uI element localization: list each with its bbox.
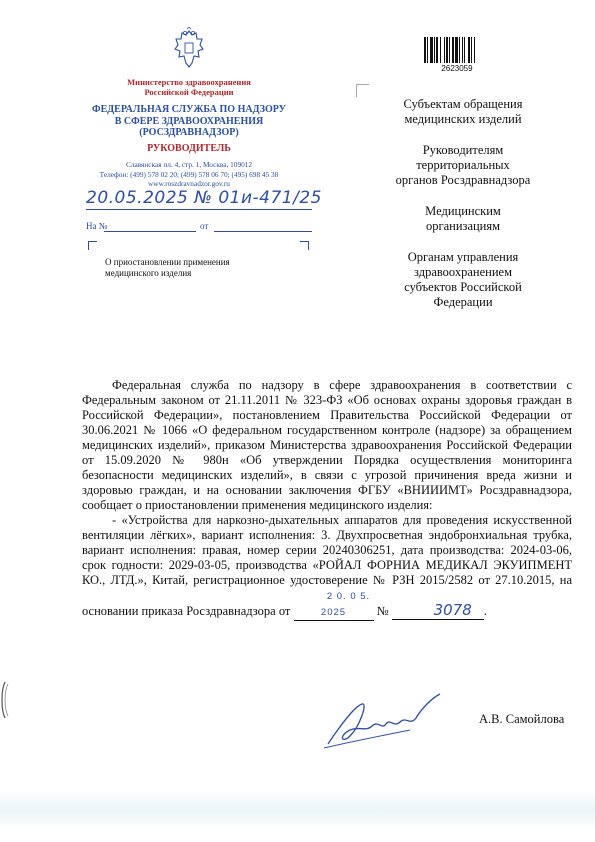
address: Славянская пл. 4, стр. 1, Москва, 109012 [125, 160, 253, 169]
ministry-name [60, 77, 318, 97]
subject-line1: О приостановлении применения [105, 257, 230, 267]
signature-icon [320, 686, 450, 756]
contact-block [60, 160, 318, 189]
scan-stripe [0, 790, 595, 830]
order-date: 2 0. 0 5. 2025 [320, 591, 371, 618]
barcode-bar [446, 37, 448, 63]
order-date-field [294, 588, 374, 621]
subject-bracket-left [88, 241, 97, 250]
body-paragraph-1: Федеральная служба по надзору в сфере здравоохранения в соответствии с Федеральным законом от 21.11.2011 № 323-ФЗ «Об основах охраны здоровья граждан в Российской Федерации», постановлением Правительства Российской Федерации от 30.06.2021 № 1066 «О федеральном государственном контроле (надзоре) за обращением медицинских изделий», приказом Министерства здравоохранения Российской Федерации от 15.09.2020 № 980н «Об утверждении Порядка осуществления мониторинга безопасности медицинских изделий», в связи с угрозой причинения вреда жизни и здоровью граждан, и на основании заключения ФГБУ «ВНИИИМТ» Росздравнадзора, сообщает о приостановлении применения медицинского изделия: [82, 378, 572, 512]
addressee [388, 204, 538, 234]
reply-to-label: На № [86, 221, 108, 231]
punch-hole-mark-icon [0, 680, 10, 720]
order-number: 3078 [433, 601, 472, 619]
subject [105, 257, 305, 279]
ministry-line1: Министерство здравоохранения [127, 77, 251, 87]
barcode-bar [430, 37, 433, 63]
addressee-line: медицинских изделий [404, 112, 522, 126]
head-title: РУКОВОДИТЕЛЬ [147, 143, 231, 154]
addressee [388, 97, 538, 127]
order-number-label: № [376, 604, 389, 618]
addressees-block [388, 97, 538, 326]
ministry-line2: Российской Федерации [144, 87, 234, 97]
addressee [388, 250, 538, 310]
addressee-line: Руководителям [422, 143, 504, 157]
barcode-number: 2623059 [441, 64, 473, 73]
barcode-bar [427, 37, 428, 63]
end-period: . [483, 604, 487, 618]
subject-bracket-right [300, 241, 309, 250]
addressee-line: Федерации [433, 295, 493, 309]
barcode-bar [444, 37, 445, 63]
barcode-bar [459, 37, 460, 63]
addressee [388, 143, 538, 188]
service-line2: В СФЕРЕ ЗДРАВООХРАНЕНИЯ [114, 115, 264, 127]
phones: Телефон: (499) 578 02 20; (499) 578 06 70; (495) 698 45 38 [99, 169, 279, 179]
addressee-line: организациям [425, 219, 501, 233]
barcode-bar [462, 37, 463, 63]
website: www.roszdravnadzor.gov.ru [148, 179, 230, 189]
reply-from-line [214, 231, 312, 232]
barcode-bar [452, 37, 454, 63]
addressee-line: Органам управления [407, 250, 519, 264]
barcode-bar [449, 37, 450, 63]
device-description: - «Устройства для наркозно-дыхательных аппаратов для проведения искусственной вентиляции лёгких», вариант исполнения: 3. Двухпросветная эндобронхиальная трубка, вариант исполнения: правая, номер серии 20240306251, дата производства: 2024-03-06, срок годности: 2029-03-05, производства «РОЙАЛ ФОРНИА МЕДИКАЛ ЭКУИПМЕНТ КО., ЛТД.», Китай, регистрационное удостоверение № РЗН 2015/2582 от 27.10.2015, на основании приказа Росздравнадзора от [82, 513, 572, 618]
russian-eagle-emblem-icon [172, 27, 206, 71]
letter-body [82, 378, 572, 621]
barcode-bar [455, 37, 458, 63]
signer-name: А.В. Самойлова [479, 712, 565, 726]
barcode-bar [471, 37, 472, 63]
service-line1: ФЕДЕРАЛЬНАЯ СЛУЖБА ПО НАДЗОРУ [92, 104, 286, 115]
addressee-line: субъектов Российской [404, 280, 522, 294]
body-paragraph-2 [82, 513, 572, 621]
reply-to-line [104, 231, 196, 232]
barcode-bar [440, 37, 441, 63]
barcode-bar [434, 37, 435, 63]
address-corner-mark [356, 84, 369, 97]
handwritten-date-number: 20.05.2025 № 01и-471/25 [86, 188, 322, 208]
addressee-line: Субъектам обращения [403, 97, 523, 111]
addressee-line: Медицинским [425, 204, 501, 218]
reply-from-label: от [200, 221, 209, 231]
addressee-line: здравоохранением [414, 265, 512, 279]
barcode-bar [468, 37, 470, 63]
addressee-line: органов Росздравнадзора [395, 173, 531, 187]
barcode-bar [474, 37, 475, 63]
service-line3: (РОСЗДРАВНАДЗОР) [139, 127, 239, 138]
barcode-bar [424, 37, 426, 63]
date-underline [86, 209, 312, 210]
addressee-line: территориальных [416, 158, 510, 172]
service-name [60, 104, 318, 139]
barcode-bar [464, 37, 465, 63]
order-number-field [392, 603, 484, 620]
barcode-bar [436, 37, 438, 63]
barcode [423, 37, 491, 63]
subject-line2: медицинского изделия [105, 268, 192, 278]
